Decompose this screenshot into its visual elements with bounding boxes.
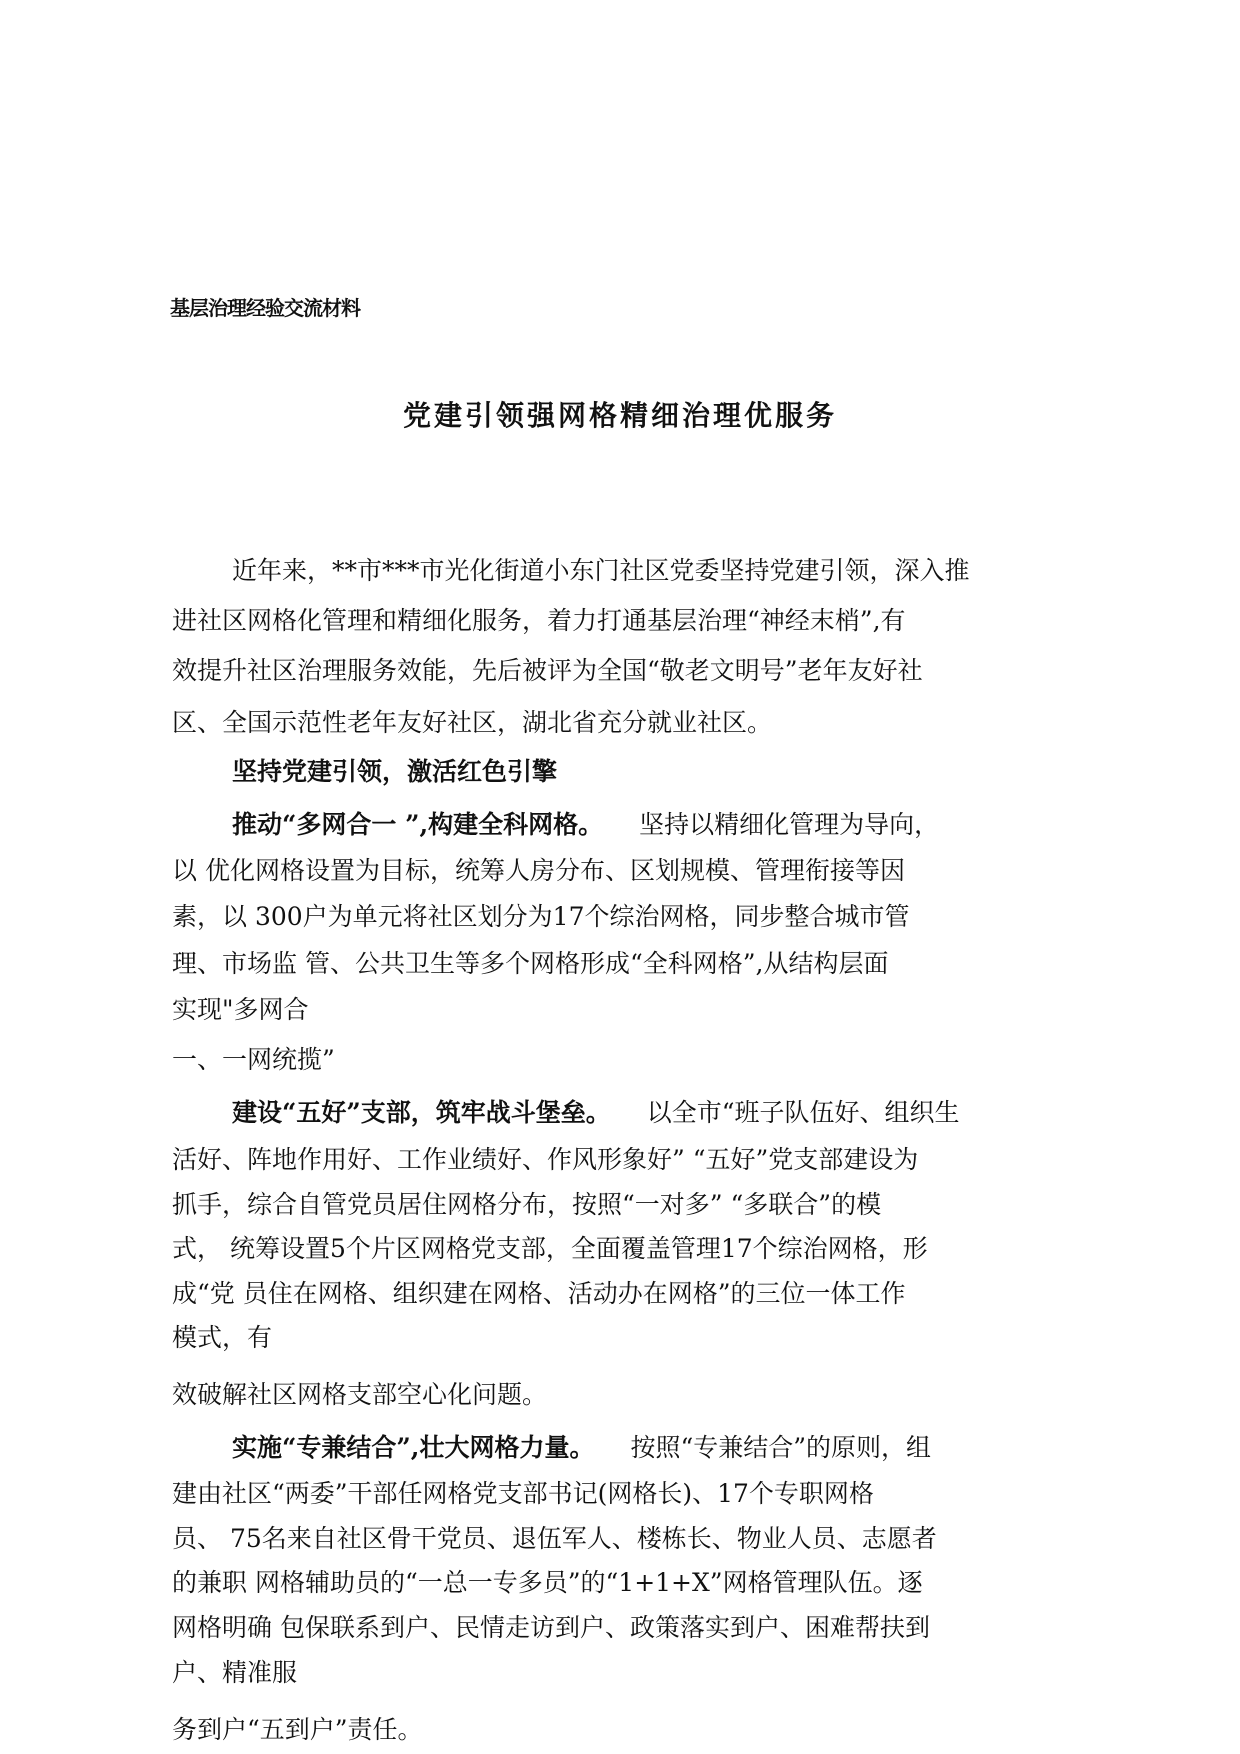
body-line-with-subheading: [232, 1428, 931, 1464]
body-line: 效破解社区网格支部空心化问题。: [172, 1380, 548, 1409]
body-line: 以 优化网格设置为目标，统筹人房分布、区划规模、管理衔接等因: [172, 856, 905, 885]
body-line: 成“党 员住在网格、组织建在网格、活动办在网格”的三位一体工作: [172, 1279, 906, 1308]
body-line: 网格明确 包保联系到户、民情走访到户、政策落实到户、困难帮扶到: [172, 1613, 930, 1642]
body-text: 坚持以精细化管理为导向，: [639, 810, 940, 839]
document-title: 党建引领强网格精细治理优服务: [402, 399, 837, 432]
body-text: 按照“专兼结合”的原则，组: [630, 1433, 932, 1462]
body-line: 进社区网格化管理和精细化服务，着力打通基层治理“神经末梢”,有: [172, 606, 906, 635]
body-line: 近年来，**市***市光化街道小东门社区党委坚持党建引领，深入推: [232, 556, 970, 585]
body-line: 一、一网统揽”: [172, 1045, 335, 1074]
body-text: 以全市“班子队伍好、组织生: [646, 1098, 960, 1127]
body-line: 效提升社区治理服务效能，先后被评为全国“敬老文明号”老年友好社: [172, 656, 923, 685]
body-line: 素，以 300户为单元将社区划分为17个综治网格，同步整合城市管: [172, 902, 910, 931]
body-line: 区、全国示范性老年友好社区，湖北省充分就业社区。: [172, 708, 773, 737]
body-line: 员、 75名来自社区骨干党员、退伍军人、楼栋长、物业人员、志愿者: [172, 1524, 937, 1553]
section-heading: 坚持党建引领，激活红色引擎: [232, 757, 558, 786]
body-line: 务到户“五到户”责任。: [172, 1715, 423, 1744]
body-line: 活好、阵地作用好、工作业绩好、作风形象好” “五好”党支部建设为: [172, 1145, 919, 1174]
body-line: 模式，有: [172, 1323, 273, 1352]
document-label: 基层治理经验交流材料: [170, 296, 360, 320]
body-line: 建由社区“两委”干部任网格党支部书记(网格长)、17个专职网格: [172, 1479, 874, 1508]
body-line: 抓手，综合自管党员居住网格分布，按照“一对多” “多联合”的模: [172, 1190, 882, 1219]
subheading: 推动“多网合一 ”,构建全科网格。: [232, 810, 604, 839]
body-line: 户、精准服: [172, 1658, 298, 1687]
subheading: 建设“五好”支部，筑牢战斗堡垒。: [232, 1098, 611, 1127]
body-line-with-subheading: [232, 805, 939, 841]
body-line: 理、市场监 管、公共卫生等多个网格形成“全科网格”,从结构层面: [172, 949, 889, 978]
subheading: 实施“专兼结合”,壮大网格力量。: [232, 1433, 595, 1462]
body-line-with-subheading: [232, 1093, 960, 1129]
body-line: 的兼职 网格辅助员的“一总一专多员”的“1+1+X”网格管理队伍。逐: [172, 1568, 923, 1597]
body-line: 实现"多网合: [172, 995, 309, 1024]
body-line: 式， 统筹设置5个片区网格党支部，全面覆盖管理17个综治网格，形: [172, 1234, 928, 1263]
